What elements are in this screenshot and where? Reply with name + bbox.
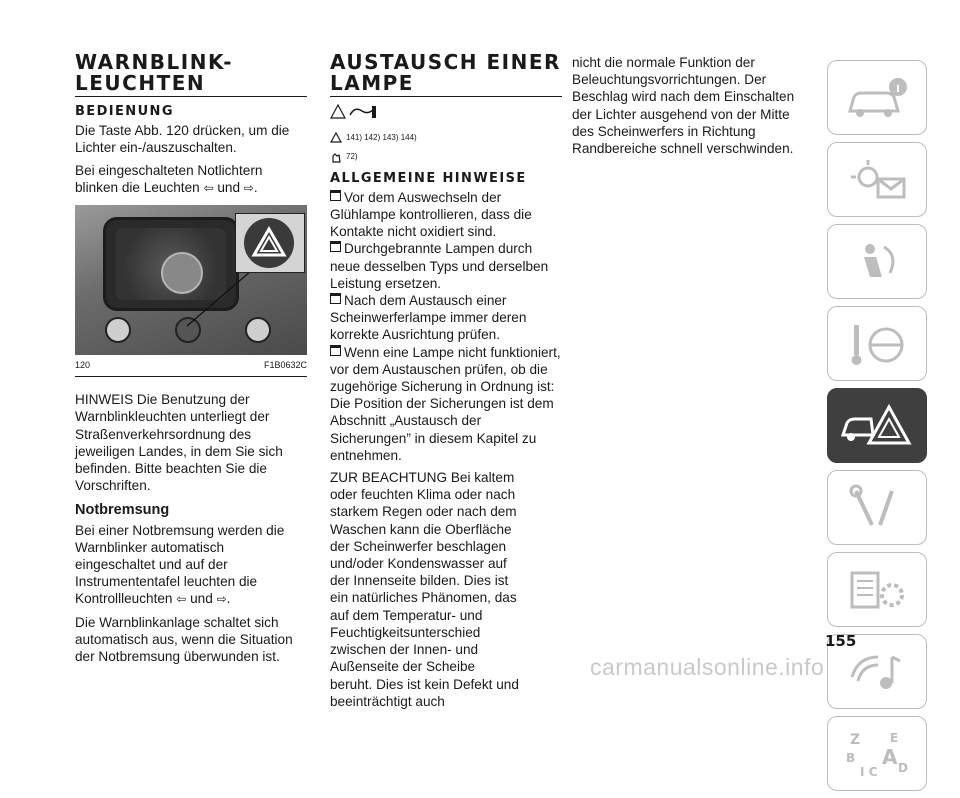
- turn-left-indicator-icon: ⇦: [176, 592, 187, 607]
- warning-lights-message-icon: [842, 155, 912, 205]
- tab-emergency[interactable]: [827, 388, 927, 463]
- car-info-icon: [842, 73, 912, 123]
- warning-references: 141) 142) 143) 144): [346, 133, 417, 143]
- title-hazard-lights: WARNBLINK- LEUCHTEN: [75, 52, 307, 97]
- heading-general-notes: ALLGEMEINE HINWEISE: [330, 170, 527, 186]
- note-zur-beachtung: ZUR BEACHTUNG Bei kaltem oder feuchten Klima oder nach starkem Regen oder nach dem Waschen kann die Oberfläche der Scheinwerfer beschlagen und/oder Kondenswasser auf der Innenseite bilden. Dies ist ein natürliches Phänomen, das auf dem Temperatur- und Feuchtigkeitsunterschied zwischen der Innen- und Außenseite der Scheibe beruht. Dies ist kein Defekt und beeinträchtigt auch: [330, 470, 519, 709]
- paragraph-operation: Die Taste Abb. 120 drücken, um die Lichter ein-/auszuschalten.: [75, 123, 290, 156]
- bullet-marker-icon: [330, 190, 341, 201]
- bullet-item: Vor dem Auswechseln der Glühlampe kontrollieren, dass die Kontakte nicht oxidiert sind.: [330, 189, 532, 240]
- tab-technical-data[interactable]: [827, 552, 927, 627]
- column-lamp-replacement: [330, 52, 562, 715]
- heading-bedienung: BEDIENUNG: [75, 104, 174, 119]
- figure-hazard-button: [75, 205, 307, 355]
- paragraph-emergency-braking: Bei einer Notbremsung werden die Warnblinker automatisch eingeschaltet und auf der Instrumententafel leuchten die Kontrollleuchten ⇦ und ⇨.: [75, 522, 285, 607]
- tab-starting-driving[interactable]: [827, 306, 927, 381]
- figure-code: F1B0632C: [263, 360, 307, 371]
- title-lamp-replacement: AUSTAUSCH EINER LAMPE: [330, 50, 561, 95]
- turn-right-indicator-icon: ⇨: [243, 180, 254, 195]
- bullet-item: Nach dem Austausch einer Scheinwerferlampe immer deren korrekte Ausrichtung prüfen.: [330, 293, 527, 343]
- tab-index[interactable]: [827, 716, 927, 791]
- svg-text:Z: Z: [850, 731, 861, 748]
- bullet-item: Durchgebrannte Lampen durch neue desselben Typs und derselben Leistung ersetzen.: [330, 241, 549, 291]
- bullet-marker-icon: [330, 293, 341, 304]
- tab-vehicle-knowledge[interactable]: [827, 60, 927, 135]
- paragraph-indicators: Bei eingeschalteten Notlichtern blinken die Leuchten ⇦ und ⇨.: [75, 162, 263, 195]
- bullet-marker-icon: [330, 345, 341, 356]
- bullet-item: Wenn eine Lampe nicht funktioniert, vor dem Austauschen prüfen, ob die zugehörige Sicherung in Ordnung ist: Die Position der Sicherungen ist dem Abschnitt „Austausch der Sicherungen” in diesem Kapitel zu entnehmen.: [330, 344, 561, 463]
- technical-data-gear-icon: [842, 565, 912, 615]
- heading-notbremsung: Notbremsung: [75, 502, 170, 519]
- breakdown-warning-triangle-icon: [837, 401, 917, 451]
- paragraph-continuation: nicht die normale Funktion der Beleuchtungsvorrichtungen. Der Beschlag wird nach dem Einschalten der Lichter ausgehend von der Mitte des Scheinwerfers in Richtung Randbereiche schnell verschwinden.: [572, 55, 795, 157]
- svg-text:D: D: [898, 760, 908, 775]
- turn-left-indicator-icon: ⇦: [203, 180, 214, 195]
- lamp-bulb-icon: [330, 103, 380, 123]
- svg-text:A: A: [882, 744, 898, 769]
- chapter-tabs: [827, 60, 929, 798]
- maintenance-tools-icon: [842, 483, 912, 533]
- column-hazard-lights: [75, 52, 307, 670]
- tab-warning-lights[interactable]: [827, 142, 927, 217]
- tab-maintenance[interactable]: [827, 470, 927, 545]
- key-steering-wheel-icon: [842, 319, 912, 369]
- hazard-button-callout: [235, 213, 305, 273]
- caution-references: 72): [346, 152, 358, 162]
- tab-safety[interactable]: [827, 224, 927, 299]
- hazard-triangle-icon: [244, 218, 294, 268]
- airbag-seat-icon: [842, 237, 912, 287]
- bullet-marker-icon: [330, 241, 341, 252]
- warning-symbols: [330, 103, 562, 166]
- column-continuation: [572, 54, 810, 162]
- figure-caption: [75, 357, 307, 377]
- multimedia-music-icon: [842, 647, 912, 697]
- figure-number: 120: [75, 360, 91, 371]
- alphabetical-index-icon: [842, 726, 912, 782]
- svg-text:E: E: [890, 730, 899, 745]
- note-hinweis: HINWEIS Die Benutzung der Warnblinkleuchten unterliegt der Straßenverkehrsordnung des jeweiligen Landes, in dem Sie sich befinden. Bitte beachten Sie die Vorschriften.: [75, 392, 283, 494]
- svg-text:I C: I C: [860, 764, 878, 779]
- turn-right-indicator-icon: ⇨: [216, 592, 227, 607]
- paragraph-auto-off: Die Warnblinkanlage schaltet sich automatisch aus, wenn die Situation der Notbremsung überwunden ist.: [75, 614, 293, 665]
- svg-text:B: B: [846, 750, 856, 765]
- warning-triangle-icon: [330, 132, 342, 143]
- page-number: 155: [825, 632, 857, 650]
- watermark-text: carmanualsonline.info: [590, 654, 825, 680]
- caution-hand-icon: [330, 152, 342, 163]
